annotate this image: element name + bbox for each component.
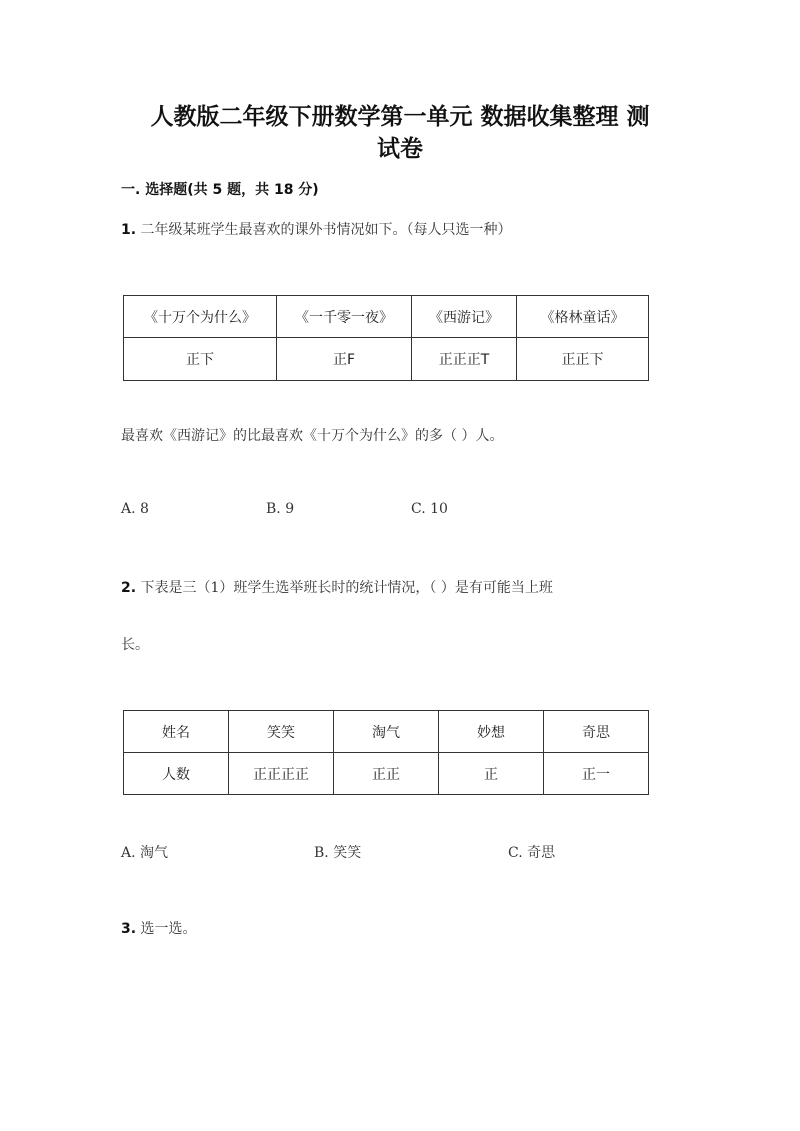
page-title-line2: 试卷 [377,136,423,162]
q1-tally-cell: 正下 [124,338,277,381]
q1-option-c[interactable]: C. 10 [411,501,448,517]
q2-table-cell: 正正 [334,753,439,795]
page-title-line1: 人教版二年级下册数学第一单元 数据收集整理 测 [150,104,650,130]
question-1-text: 二年级某班学生最喜欢的课外书情况如下。（每人只选一种） [140,222,512,238]
q2-table-cell: 淘气 [334,711,439,753]
q2-option-b[interactable]: B. 笑笑 [314,845,362,861]
q2-table-cell: 姓名 [124,711,229,753]
q2-table-cell: 正 [439,753,544,795]
q2-table-cell: 正正正正 [229,753,334,795]
q2-table-cell: 正一 [544,753,649,795]
section-heading: 一. 选择题(共 5 题，共 18 分) [121,182,319,198]
q2-table-cell: 妙想 [439,711,544,753]
question-3-number: 3. [121,921,137,937]
q1-tally-cell: 正F [277,338,412,381]
q1-book-table [123,295,649,381]
q1-table-header: 《西游记》 [412,296,517,338]
q1-table-tally-row [124,338,649,381]
question-3-text: 选一选。 [140,921,197,937]
q2-option-c[interactable]: C. 奇思 [508,845,556,861]
q1-option-a[interactable]: A. 8 [121,501,149,517]
q1-table-header: 《格林童话》 [517,296,649,338]
q1-option-b[interactable]: B. 9 [266,501,295,517]
q1-table-header: 《一千零一夜》 [277,296,412,338]
q2-table-cell: 人数 [124,753,229,795]
q2-table-cell: 笑笑 [229,711,334,753]
question-2-number: 2. [121,580,137,596]
question-3-stem [121,918,197,938]
question-2-stem [121,577,553,597]
q1-table-header-row [124,296,649,338]
q1-tally-cell: 正正下 [517,338,649,381]
q1-table-header: 《十万个为什么》 [124,296,277,338]
question-2-text: 下表是三（1）班学生选举班长时的统计情况，（ ）是有可能当上班 [140,580,553,596]
q2-name-row [124,711,649,753]
question-1-stem [121,219,512,239]
question-1-prompt: 最喜欢《西游记》的比最喜欢《十万个为什么》的多（ ）人。 [121,428,504,444]
q2-vote-table [123,710,649,795]
q1-tally-cell: 正正正T [412,338,517,381]
question-2-text-cont: 长。 [121,637,149,653]
q2-count-row [124,753,649,795]
q2-option-a[interactable]: A. 淘气 [121,845,169,861]
question-1-number: 1. [121,222,137,238]
q2-table-cell: 奇思 [544,711,649,753]
